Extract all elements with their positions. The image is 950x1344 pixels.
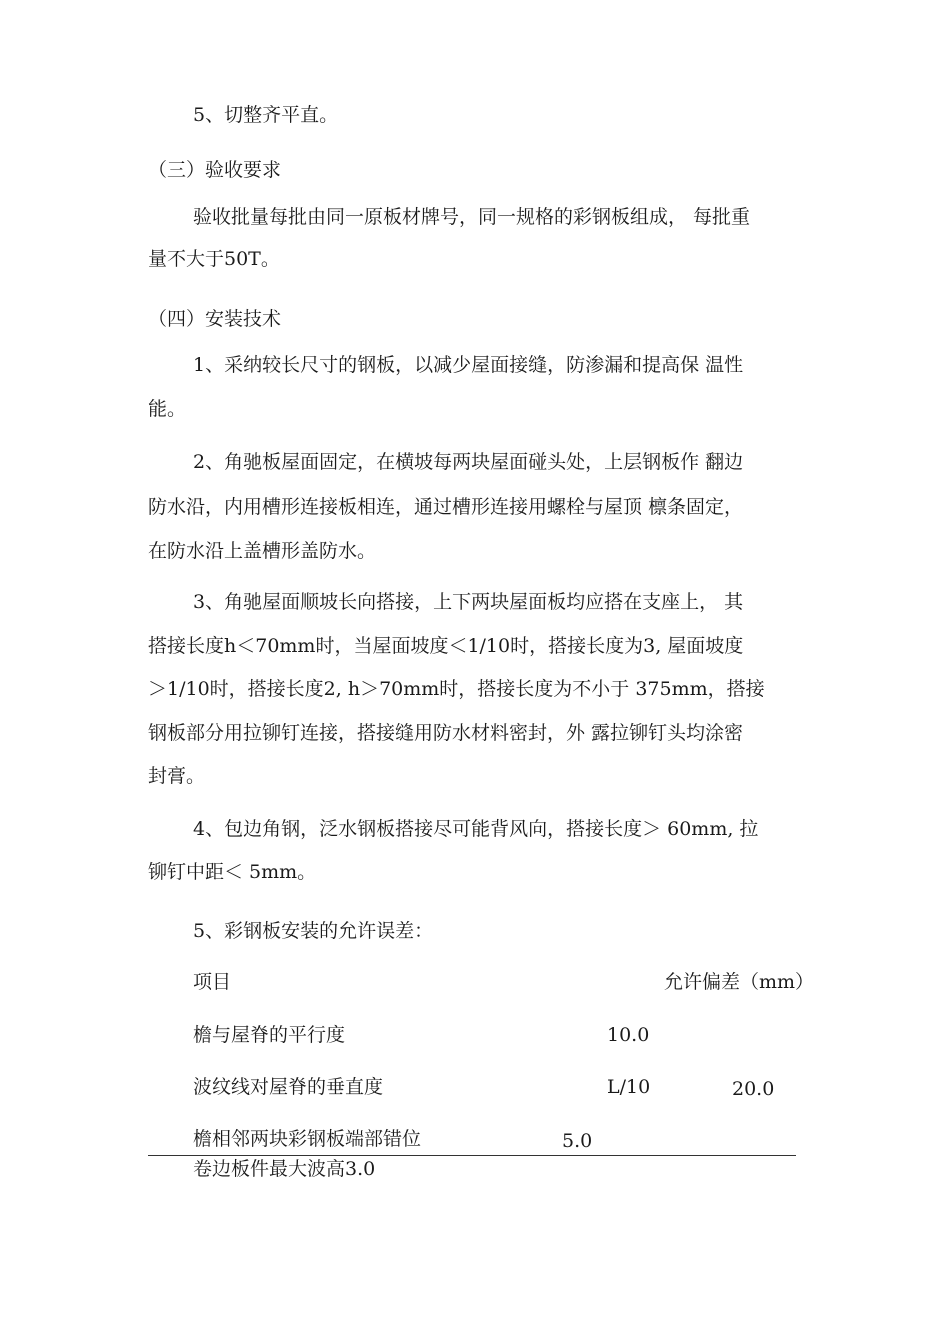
install2-line-1: 2、角驰板屋面固定，在横坡每两块屋面碰头处，上层钢板作 翻边 bbox=[193, 451, 744, 473]
row1-label: 檐与屋脊的平行度 bbox=[193, 1024, 346, 1046]
install3-line-1: 3、角驰屋面顺坡长向搭接，上下两块屋面板均应搭在支座上， 其 bbox=[193, 591, 744, 613]
install3-line-2: 搭接长度h＜70mm时，当屋面坡度＜1/10时，搭接长度为3, 屋面坡度 bbox=[148, 635, 744, 657]
table-divider bbox=[148, 1155, 796, 1156]
install1-line-1: 1、采纳较长尺寸的钢板，以减少屋面接缝，防渗漏和提高保 温性 bbox=[193, 354, 744, 376]
install4-line-1: 4、包边角钢，泛水钢板搭接尽可能背风向，搭接长度＞ 60mm, 拉 bbox=[193, 818, 759, 840]
row3-value: 5.0 bbox=[562, 1130, 593, 1152]
install3-line-4: 钢板部分用拉铆钉连接，搭接缝用防水材料密封，外 露拉铆钉头均涂密 bbox=[148, 722, 744, 744]
row2-value2: 20.0 bbox=[732, 1078, 775, 1100]
row4-text: 卷边板件最大波高3.0 bbox=[193, 1158, 376, 1180]
install1-line-2: 能。 bbox=[148, 398, 187, 420]
install3-line-3: ＞1/10时，搭接长度2, h＞70mm时，搭接长度为不小于 375mm，搭接 bbox=[148, 678, 765, 700]
row2-label: 波纹线对屋脊的垂直度 bbox=[193, 1076, 384, 1098]
table-header-tolerance: 允许偏差（mm） bbox=[664, 971, 815, 993]
section4-heading: （四）安装技术 bbox=[148, 308, 282, 330]
acceptance-line-1: 验收批量每批由同一原板材牌号，同一规格的彩钢板组成， 每批重 bbox=[193, 206, 751, 228]
install3-line-5: 封膏。 bbox=[148, 765, 206, 787]
cut-item: 5、切整齐平直。 bbox=[193, 104, 339, 126]
row3-label: 檐相邻两块彩钢板端部错位 bbox=[193, 1128, 422, 1150]
table-header-item: 项目 bbox=[193, 971, 232, 993]
acceptance-line-2: 量不大于50T。 bbox=[148, 248, 280, 270]
section3-heading: （三）验收要求 bbox=[148, 159, 282, 181]
install4-line-2: 铆钉中距＜ 5mm。 bbox=[148, 861, 317, 883]
row2-value1: L/10 bbox=[607, 1076, 651, 1098]
row1-value: 10.0 bbox=[607, 1024, 650, 1046]
install2-line-3: 在防水沿上盖槽形盖防水。 bbox=[148, 540, 377, 562]
item5-intro: 5、彩钢板安装的允许误差： bbox=[193, 920, 434, 942]
install2-line-2: 防水沿，内用槽形连接板相连，通过槽形连接用螺栓与屋顶 檩条固定， bbox=[148, 496, 744, 518]
